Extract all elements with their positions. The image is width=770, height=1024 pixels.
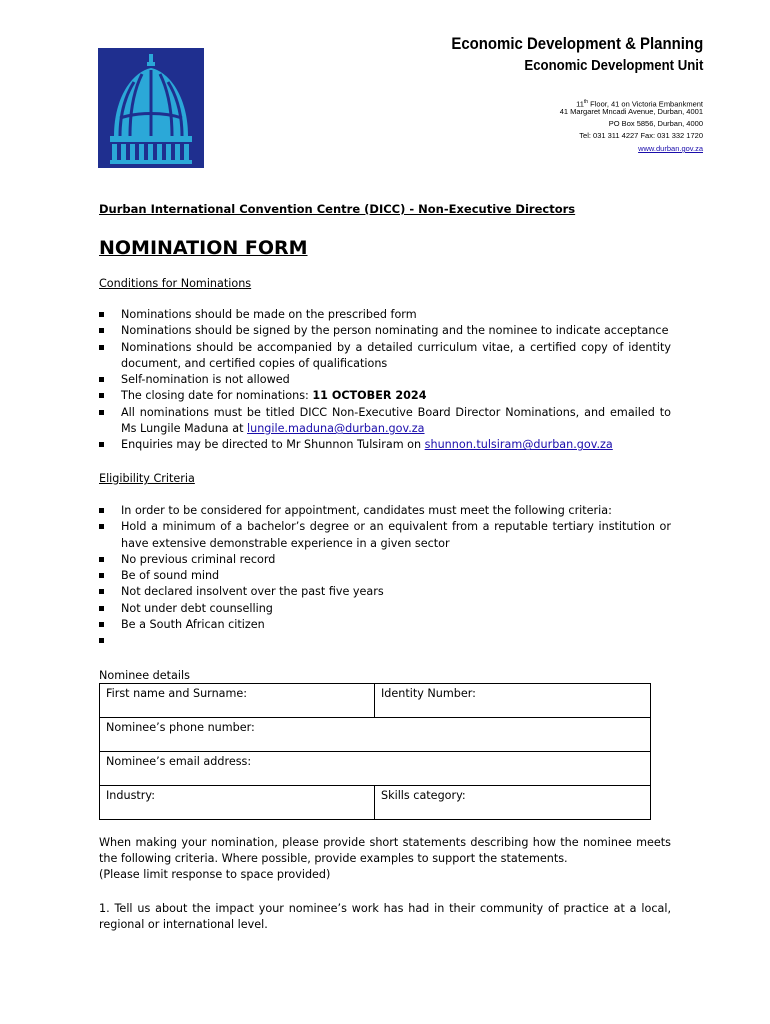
bullet-icon xyxy=(99,442,104,447)
list-item-text: Nominations should be signed by the person nominating and the nominee to indicate acceptance xyxy=(121,324,669,338)
skills-category-field[interactable] xyxy=(375,786,651,820)
bullet-icon xyxy=(99,393,104,398)
bullet-icon xyxy=(99,345,104,350)
bullet-icon xyxy=(99,557,104,562)
list-item xyxy=(99,388,671,404)
list-item xyxy=(99,584,671,600)
bullet-icon xyxy=(99,377,104,382)
document-subtitle: Durban International Convention Centre (DICC) - Non-Executive Directors xyxy=(99,202,576,216)
list-item-text: The closing date for nominations: xyxy=(121,389,313,403)
address-street: 41 Margaret Mncadi Avenue, Durban, 4001 xyxy=(559,107,703,116)
list-item-text: Not under debt counselling xyxy=(121,601,273,615)
bullet-icon xyxy=(99,606,104,611)
website-link[interactable]: www.durban.gov.za xyxy=(638,144,703,153)
list-item xyxy=(99,307,671,323)
list-item xyxy=(99,601,671,617)
instructions-text: When making your nomination, please provide short statements describing how the nominee meets the following criteria. Where possible, provide examples to support the statements. xyxy=(99,836,671,865)
list-item-text: All nominations must be titled DICC Non-Executive Board Director Nominations, and emailed to Ms Lungile Maduna at xyxy=(121,405,671,436)
list-item-text: Nominations should be made on the prescribed form xyxy=(121,308,417,321)
floor-number: 11 xyxy=(576,99,584,109)
identity-number-field[interactable] xyxy=(375,684,651,718)
list-item-text: Be of sound mind xyxy=(121,569,220,583)
list-item xyxy=(99,503,671,519)
bullet-icon xyxy=(99,589,104,594)
email-address-label: Nominee’s email address: xyxy=(106,755,252,768)
address-po-box: PO Box 5856, Durban, 4000 xyxy=(608,119,703,128)
list-item xyxy=(99,552,671,568)
bullet-icon xyxy=(99,328,104,333)
list-item xyxy=(99,568,671,584)
list-item-text: Be a South African citizen xyxy=(121,618,265,632)
question-1: 1. Tell us about the impact your nominee’s work has had in their community of practice at a local, regional or international level. xyxy=(99,902,671,931)
closing-date: 11 OCTOBER 2024 xyxy=(312,389,427,403)
bullet-icon xyxy=(99,508,104,513)
lungile-email-link[interactable]: lungile.maduna@durban.gov.za xyxy=(247,422,425,436)
department-title: Economic Development & Planning xyxy=(451,34,703,53)
bullet-icon xyxy=(99,622,104,627)
list-item-text: Nominations should be accompanied by a detailed curriculum vitae, a certified copy of identity document, and certified copies of qualifications xyxy=(121,340,671,370)
unit-title: Economic Development Unit xyxy=(524,57,703,74)
conditions-heading: Conditions for Nominations xyxy=(99,277,252,290)
list-item-text: Hold a minimum of a bachelor’s degree or an equivalent from a reputable tertiary institution or have extensive demonstrable experience in a given sector xyxy=(121,520,671,550)
logo-text-municipality: MUNICIPALITY xyxy=(112,190,190,202)
list-item xyxy=(99,617,671,633)
nominee-details-label: Nominee details xyxy=(99,669,190,682)
list-item xyxy=(99,519,671,552)
list-item-text: Enquiries may be directed to Mr Shunnon Tulsiram on xyxy=(121,438,425,452)
list-item xyxy=(99,340,671,373)
list-item xyxy=(99,437,671,453)
name-field[interactable] xyxy=(100,684,375,718)
bullet-icon xyxy=(99,638,104,643)
list-item xyxy=(99,405,671,438)
industry-field[interactable] xyxy=(100,786,375,820)
list-item-text: Not declared insolvent over the past five years xyxy=(121,585,384,599)
phone-number-field[interactable] xyxy=(100,718,651,752)
shunnon-email-link[interactable]: shunnon.tulsiram@durban.gov.za xyxy=(424,438,613,452)
bullet-icon xyxy=(99,573,104,578)
list-item xyxy=(99,372,671,388)
address-tel-fax: Tel: 031 311 4227 Fax: 031 332 1720 xyxy=(579,131,703,140)
identity-number-label: Identity Number: xyxy=(381,687,476,700)
name-field-label: First name and Surname: xyxy=(106,687,248,700)
industry-label: Industry: xyxy=(106,789,155,802)
municipality-logo xyxy=(98,48,204,202)
bullet-icon xyxy=(99,524,104,529)
nominee-details-table xyxy=(99,683,651,820)
city-hall-dome-icon xyxy=(98,48,204,176)
instructions-limit-note: (Please limit response to space provided) xyxy=(99,868,331,881)
bullet-icon xyxy=(99,410,104,415)
list-item xyxy=(99,323,671,339)
eligibility-list xyxy=(99,503,671,649)
list-item-text: No previous criminal record xyxy=(121,552,276,566)
logo-text-ethekwini: ETHEKWINI xyxy=(115,176,187,188)
list-item-text: In order to be considered for appointment, candidates must meet the following criteria: xyxy=(121,504,612,517)
eligibility-heading: Eligibility Criteria xyxy=(99,472,195,485)
floor-address: Floor, 41 on Victoria Embankment xyxy=(588,99,703,109)
phone-number-label: Nominee’s phone number: xyxy=(106,721,255,734)
list-item xyxy=(99,633,671,649)
form-title: NOMINATION FORM xyxy=(99,237,308,259)
list-item-text: Self-nomination is not allowed xyxy=(121,373,290,387)
instructions-paragraph xyxy=(99,835,671,883)
skills-category-label: Skills category: xyxy=(381,789,466,802)
floor-suffix: th xyxy=(583,99,589,105)
conditions-list xyxy=(99,307,671,454)
bullet-icon xyxy=(99,312,104,317)
email-address-field[interactable] xyxy=(100,752,651,786)
